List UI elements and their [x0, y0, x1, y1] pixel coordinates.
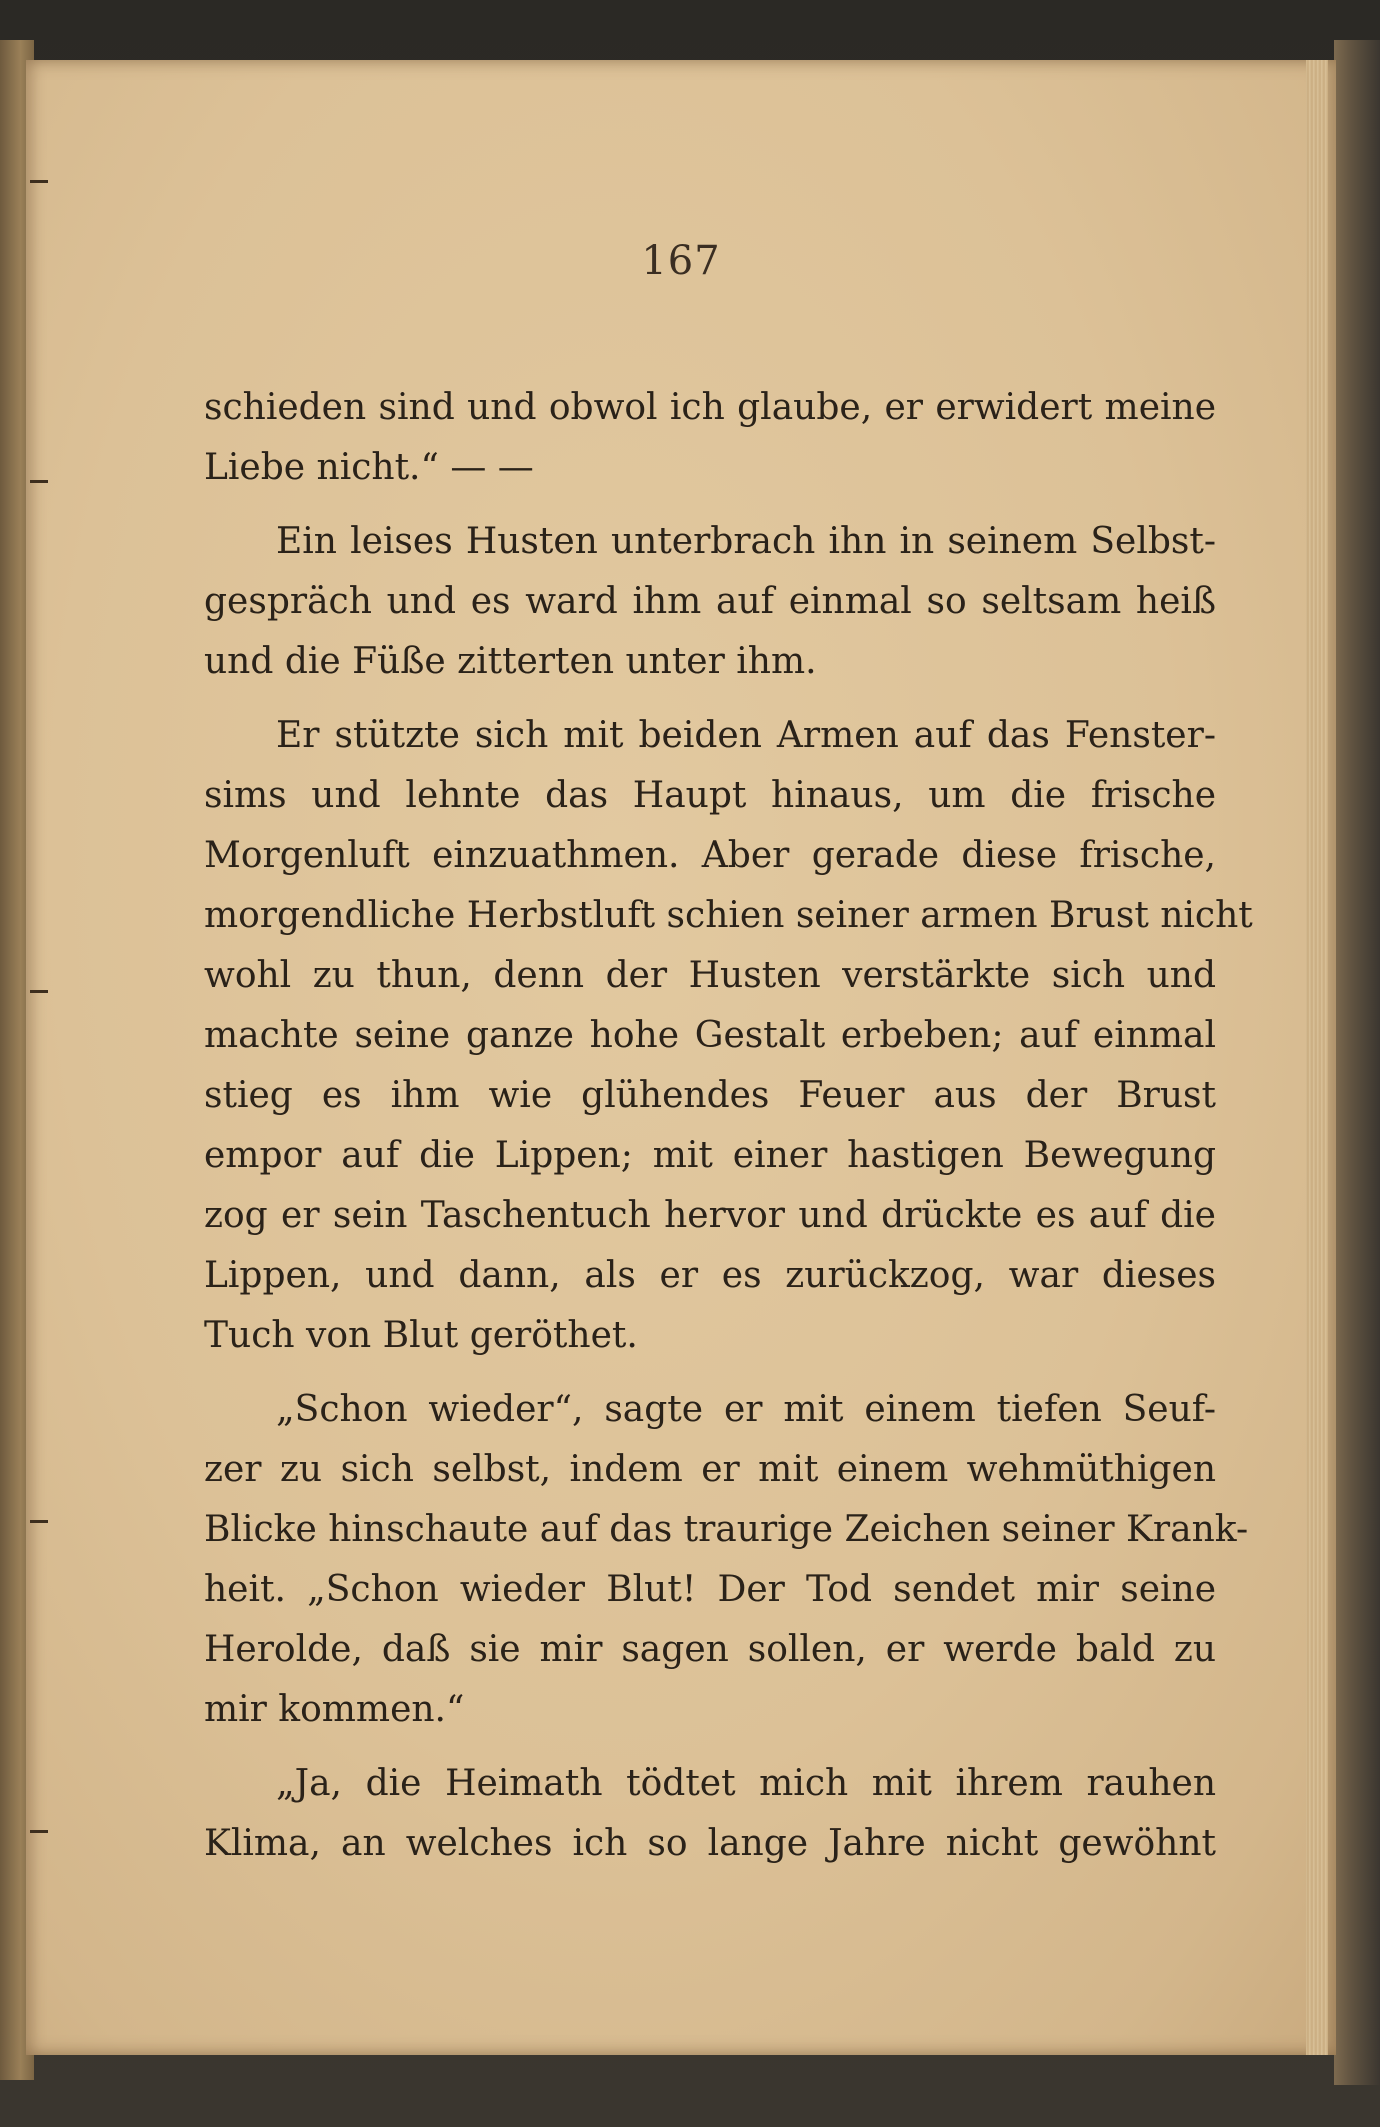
text-line: empor auf die Lippen; mit einer hastigen Bewegung — [204, 1135, 1216, 1176]
text-line: Er stützte sich mit beiden Armen auf das Fenster- — [276, 715, 1216, 756]
paragraph-gap — [204, 498, 1216, 512]
thread-mark — [30, 1520, 48, 1523]
paragraph-gap — [204, 1740, 1216, 1754]
text-line: Morgenluft einzuathmen. Aber gerade diese frische, — [204, 835, 1216, 876]
book-cover-edge — [1334, 40, 1380, 2085]
text-line: Lippen, und dann, als er es zurückzog, war dieses — [204, 1255, 1216, 1296]
text-line: und die Füße zitterten unter ihm. — [204, 641, 817, 682]
text-line: zer zu sich selbst, indem er mit einem wehmüthigen — [204, 1449, 1216, 1490]
thread-mark — [30, 990, 48, 993]
paragraph — [204, 1380, 1249, 1740]
text-line: schieden sind und obwol ich glaube, er erwidert meine — [204, 387, 1216, 428]
text-line: Herolde, daß sie mir sagen sollen, er werde bald zu — [204, 1629, 1216, 1670]
thread-mark — [30, 1830, 48, 1833]
paragraph — [204, 512, 1216, 692]
paragraph — [204, 706, 1253, 1366]
text-line: zog er sein Taschentuch hervor und drückte es auf die — [204, 1195, 1216, 1236]
page-number: 167 — [641, 238, 721, 284]
text-line: heit. „Schon wieder Blut! Der Tod sendet mir seine — [204, 1569, 1216, 1610]
body-text — [204, 378, 1253, 1874]
thread-mark — [30, 180, 48, 183]
text-line: „Ja, die Heimath tödtet mich mit ihrem rauhen — [276, 1763, 1216, 1804]
paragraph-gap — [204, 1366, 1216, 1380]
thread-mark — [30, 480, 48, 483]
text-line: Klima, an welches ich so lange Jahre nicht gewöhnt — [204, 1823, 1216, 1864]
text-line: Ein leises Husten unterbrach ihn in seinem Selbst- — [276, 521, 1216, 562]
text-line: mir kommen.“ — [204, 1689, 465, 1730]
text-line: Tuch von Blut geröthet. — [204, 1315, 638, 1356]
paragraph-gap — [204, 692, 1216, 706]
text-line: gespräch und es ward ihm auf einmal so seltsam heiß — [204, 581, 1216, 622]
text-line: stieg es ihm wie glühendes Feuer aus der Brust — [204, 1075, 1216, 1116]
binding-thread-marks — [26, 60, 56, 2055]
text-line: morgendliche Herbstluft schien seiner armen Brust nicht — [204, 895, 1253, 936]
text-line: Liebe nicht.“ — — — [204, 447, 534, 488]
text-line: Blicke hinschaute auf das traurige Zeichen seiner Krank- — [204, 1509, 1249, 1550]
paragraph — [204, 378, 1216, 498]
text-line: sims und lehnte das Haupt hinaus, um die frische — [204, 775, 1216, 816]
page-edge — [1306, 60, 1328, 2055]
book-page — [26, 60, 1336, 2055]
text-line: machte seine ganze hohe Gestalt erbeben; auf einmal — [204, 1015, 1216, 1056]
text-line: wohl zu thun, denn der Husten verstärkte sich und — [204, 955, 1216, 996]
text-line: „Schon wieder“, sagte er mit einem tiefen Seuf- — [276, 1389, 1216, 1430]
paragraph — [204, 1754, 1216, 1874]
